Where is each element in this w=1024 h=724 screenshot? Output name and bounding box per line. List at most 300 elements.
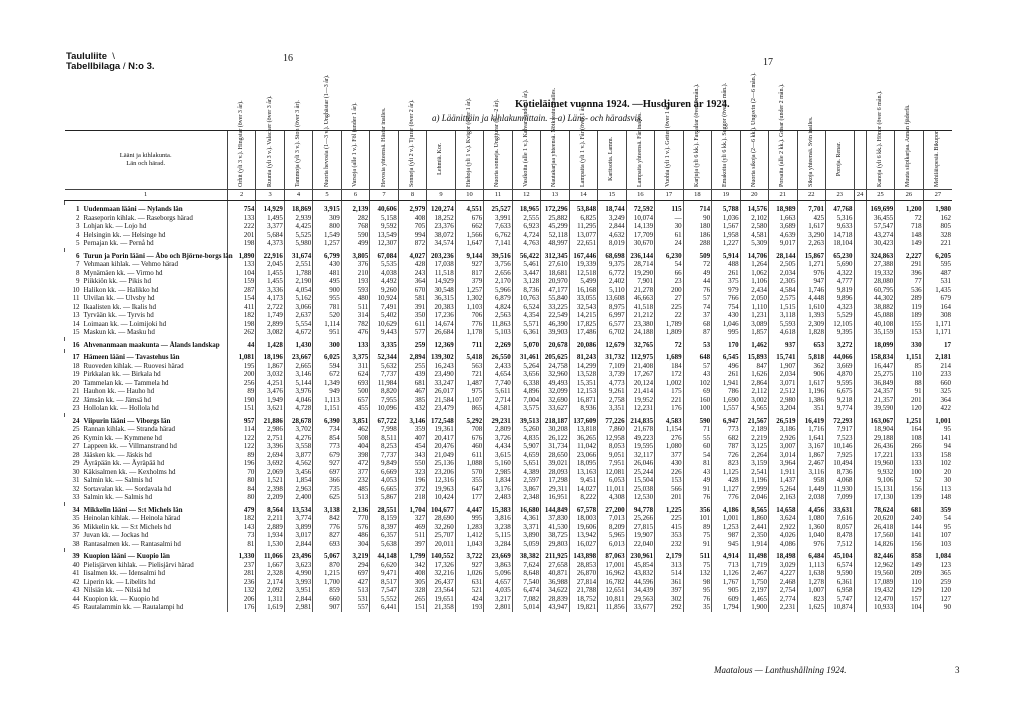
- value-cell: 19,821: [569, 603, 597, 612]
- value-cell: 28,080: [866, 277, 894, 286]
- value-cell: 3,867: [512, 485, 540, 494]
- value-cell: 6,947: [712, 417, 740, 426]
- row-index: 43: [72, 586, 80, 595]
- value-cell: 94,778: [626, 506, 654, 515]
- value-cell: 2,231: [769, 603, 797, 612]
- value-cell: 5,535: [370, 260, 398, 269]
- value-cell: 1,911: [769, 468, 797, 477]
- value-cell: 102: [923, 459, 952, 468]
- series-label-sv: Tabellbilaga: [66, 61, 121, 72]
- value-cell: 55: [683, 434, 711, 443]
- value-cell: 1,225: [655, 506, 683, 515]
- value-cell: 44: [227, 341, 255, 350]
- value-cell: 21,358: [427, 603, 455, 612]
- value-cell: 1,455: [256, 277, 284, 286]
- district-row: [65, 379, 953, 388]
- value-cell: 3,032: [256, 370, 284, 379]
- value-cell: 430: [712, 311, 740, 320]
- value-cell: [854, 269, 866, 278]
- value-cell: 5,158: [370, 214, 398, 223]
- value-cell: 2,985: [484, 468, 512, 477]
- value-cell: 31,461: [512, 353, 540, 362]
- value-cell: 35: [683, 603, 711, 612]
- region-name: Turun ja Porin lääni — Åbo och Björne-borgs län: [83, 251, 233, 260]
- value-cell: 40,871: [541, 569, 569, 578]
- value-cell: 3,204: [769, 404, 797, 413]
- value-cell: 1,934: [256, 531, 284, 540]
- value-cell: 653: [797, 341, 825, 350]
- region-name-cell: [65, 603, 228, 612]
- district-row: [65, 277, 953, 286]
- column-header-label: Tammoja (yli 3 v.). Ston (över 3 år).: [295, 100, 302, 187]
- value-cell: 2,434: [740, 286, 768, 295]
- value-cell: 593: [341, 286, 369, 295]
- value-cell: 3,272: [826, 341, 854, 350]
- region-name-cell: [65, 531, 228, 540]
- row-index: 29: [72, 459, 80, 468]
- value-cell: 102: [683, 379, 711, 388]
- value-cell: 156: [895, 485, 923, 494]
- value-cell: 19,595: [626, 442, 654, 451]
- value-cell: 26,122: [541, 434, 569, 443]
- value-cell: 7,109: [598, 362, 626, 371]
- value-cell: 5,110: [598, 286, 626, 295]
- value-cell: 1,393: [797, 311, 825, 320]
- value-cell: 1,125: [712, 468, 740, 477]
- value-cell: 27,658: [541, 561, 569, 570]
- value-cell: 377: [341, 468, 369, 477]
- value-cell: 9,261: [598, 387, 626, 396]
- region-name-cell: [65, 417, 228, 426]
- value-cell: 9,017: [769, 239, 797, 248]
- value-cell: 153: [655, 476, 683, 485]
- value-cell: 12,530: [626, 493, 654, 502]
- value-cell: 32,690: [541, 396, 569, 405]
- value-cell: 7,512: [826, 540, 854, 549]
- value-cell: 513: [341, 493, 369, 502]
- row-index: 28: [72, 450, 80, 459]
- value-cell: 372: [398, 485, 426, 494]
- value-cell: 1,154: [655, 425, 683, 434]
- region-name: Viipurin lääni — Viborgs län: [83, 416, 171, 425]
- value-cell: 1,515: [769, 303, 797, 312]
- value-cell: 27,200: [598, 506, 626, 515]
- value-cell: 1,127: [712, 485, 740, 494]
- value-cell: 842: [313, 514, 341, 523]
- value-cell: 3,118: [769, 311, 797, 320]
- value-cell: 72: [655, 341, 683, 350]
- value-cell: 52,344: [370, 353, 398, 362]
- value-cell: 721: [455, 370, 483, 379]
- value-cell: 1,080: [797, 514, 825, 523]
- value-cell: 324,863: [866, 252, 894, 261]
- value-cell: 20,620: [866, 514, 894, 523]
- value-cell: 500: [341, 387, 369, 396]
- value-cell: 735: [313, 485, 341, 494]
- value-cell: 133: [227, 260, 255, 269]
- column-number: 16: [626, 190, 654, 201]
- value-cell: 261: [712, 269, 740, 278]
- value-cell: 467: [398, 387, 426, 396]
- value-cell: 3,336: [256, 286, 284, 295]
- column-header: [341, 102, 369, 190]
- region-name: Tammelan kk. — Tammela hd: [83, 378, 169, 387]
- value-cell: 631: [455, 578, 483, 587]
- value-cell: 1,626: [740, 370, 768, 379]
- value-cell: 4,659: [512, 451, 540, 460]
- value-cell: 54: [655, 260, 683, 269]
- value-cell: 243: [398, 269, 426, 278]
- value-cell: 8,397: [370, 523, 398, 532]
- value-cell: 201: [895, 396, 923, 405]
- value-cell: 76: [683, 595, 711, 604]
- value-cell: 11,930: [826, 485, 854, 494]
- value-cell: 82,446: [866, 552, 894, 561]
- row-index: 37: [72, 531, 80, 540]
- value-cell: 536: [895, 286, 923, 295]
- value-cell: 1,062: [740, 269, 768, 278]
- value-cell: 937: [769, 341, 797, 350]
- value-cell: 81: [683, 459, 711, 468]
- value-cell: 407: [398, 434, 426, 443]
- value-cell: 25,527: [484, 205, 512, 214]
- value-cell: 6,825: [569, 214, 597, 223]
- region-name-cell: [65, 561, 228, 570]
- value-cell: 1,360: [797, 523, 825, 532]
- value-cell: 1,231: [740, 311, 768, 320]
- value-cell: 30,548: [427, 286, 455, 295]
- region-name: Rannan kihlak. — Stranda härad: [83, 425, 176, 434]
- value-cell: 33,627: [541, 404, 569, 413]
- value-cell: 28,690: [427, 514, 455, 523]
- region-name: Rautalammin kk. — Rautalampi hd: [83, 603, 184, 612]
- value-cell: 95: [683, 586, 711, 595]
- value-cell: 325: [923, 387, 952, 396]
- value-cell: 1,487: [455, 379, 483, 388]
- value-cell: 4,551: [455, 205, 483, 214]
- value-cell: 365: [923, 569, 952, 578]
- value-cell: 23,376: [427, 222, 455, 231]
- value-cell: 2,046: [740, 493, 768, 502]
- row-index: 34: [72, 505, 80, 514]
- value-cell: 9,849: [370, 459, 398, 468]
- value-cell: 91: [895, 387, 923, 396]
- value-cell: 226: [655, 468, 683, 477]
- value-cell: [854, 362, 866, 371]
- value-cell: 287: [227, 286, 255, 295]
- value-cell: 28,650: [541, 451, 569, 460]
- value-cell: 1,002: [655, 379, 683, 388]
- row-index: 30: [72, 467, 80, 476]
- value-cell: 408: [398, 569, 426, 578]
- value-cell: 22,651: [569, 239, 597, 248]
- value-cell: 153: [895, 328, 923, 337]
- value-cell: 11,011: [598, 485, 626, 494]
- province-total-row: [65, 353, 953, 362]
- value-cell: [854, 514, 866, 523]
- value-cell: [854, 561, 866, 570]
- value-cell: 175: [655, 387, 683, 396]
- value-cell: 3,621: [256, 404, 284, 413]
- value-cell: 3,146: [398, 417, 426, 426]
- value-cell: 19,960: [866, 459, 894, 468]
- region-name: Kuopion kk. — Kuopio hd: [83, 594, 159, 603]
- value-cell: 27,815: [626, 523, 654, 532]
- region-name: Helsingin kk. — Helsinge hd: [83, 230, 166, 239]
- value-cell: 3,186: [769, 425, 797, 434]
- value-cell: 100: [895, 468, 923, 477]
- value-cell: 1,980: [923, 205, 952, 214]
- value-cell: 77,226: [598, 417, 626, 426]
- value-cell: 25,244: [626, 468, 654, 477]
- value-cell: 3,993: [284, 578, 312, 587]
- value-cell: 1,088: [455, 459, 483, 468]
- value-cell: 2,758: [598, 396, 626, 405]
- value-cell: 3,964: [769, 459, 797, 468]
- value-cell: 356: [683, 506, 711, 515]
- value-cell: 776: [712, 493, 740, 502]
- value-cell: 3,915: [313, 205, 341, 214]
- value-cell: 72,592: [626, 205, 654, 214]
- value-cell: 12,679: [598, 341, 626, 350]
- value-cell: 6,879: [484, 294, 512, 303]
- value-cell: 1,036: [712, 214, 740, 223]
- value-cell: [854, 303, 866, 312]
- column-header-label: Lampaita yhteensä. Får inalles.: [636, 112, 643, 187]
- value-cell: 1,200: [895, 205, 923, 214]
- column-header-label: Poroja. Renar.: [836, 141, 843, 177]
- region-name-cell: [65, 595, 228, 604]
- value-cell: 205,625: [541, 353, 569, 362]
- value-cell: 5,747: [826, 595, 854, 604]
- value-cell: 16,951: [541, 493, 569, 502]
- value-cell: 154: [227, 294, 255, 303]
- value-cell: 2,844: [598, 222, 626, 231]
- value-cell: 115: [655, 205, 683, 214]
- value-cell: 141: [895, 531, 923, 540]
- value-cell: 75: [683, 561, 711, 570]
- value-cell: 2,136: [341, 506, 369, 515]
- region-name-cell: [65, 303, 228, 312]
- value-cell: 2,398: [256, 485, 284, 494]
- value-cell: 670: [398, 286, 426, 295]
- value-cell: 159: [227, 277, 255, 286]
- value-cell: 25,707: [427, 531, 455, 540]
- value-cell: 39,903: [541, 328, 569, 337]
- value-cell: 10,494: [826, 459, 854, 468]
- value-cell: 23,206: [427, 468, 455, 477]
- value-cell: 236: [227, 578, 255, 587]
- region-name: Liperin kk. — Libelits hd: [83, 577, 156, 586]
- value-cell: 1,854: [284, 476, 312, 485]
- value-cell: 122: [227, 442, 255, 451]
- value-cell: 6,574: [826, 561, 854, 570]
- column-header: [769, 83, 797, 190]
- value-cell: 496: [712, 362, 740, 371]
- value-cell: 70: [227, 468, 255, 477]
- value-cell: 1,113: [313, 396, 341, 405]
- value-cell: 31,674: [284, 252, 312, 261]
- value-cell: 4,581: [740, 231, 768, 240]
- value-cell: 16,419: [797, 417, 825, 426]
- value-cell: 411: [227, 303, 255, 312]
- value-cell: 2,163: [769, 493, 797, 502]
- column-header-label: Mehiläispesiä. Bikupor.: [934, 129, 941, 187]
- value-cell: 276: [655, 434, 683, 443]
- value-cell: 38,882: [866, 303, 894, 312]
- value-cell: 10,811: [598, 595, 626, 604]
- value-cell: 23,667: [284, 353, 312, 362]
- value-cell: 1,647: [455, 239, 483, 248]
- row-index: 19: [72, 370, 80, 379]
- row-index: 24: [72, 416, 80, 425]
- value-cell: 10,874: [826, 603, 854, 612]
- column-header: [866, 90, 894, 190]
- column-header-label: Nautakarjaa yhteensä. Nötkreatur inalles.: [551, 87, 558, 187]
- value-cell: 9,395: [826, 328, 854, 337]
- value-cell: 71: [683, 425, 711, 434]
- value-cell: 1,007: [797, 586, 825, 595]
- value-cell: 3,726: [484, 434, 512, 443]
- value-cell: 4,914: [712, 552, 740, 561]
- value-cell: 33,631: [826, 506, 854, 515]
- value-cell: 180: [683, 222, 711, 231]
- value-cell: 927: [455, 260, 483, 269]
- region-name: Jääsken kk. — Jäskis hd: [83, 450, 152, 459]
- value-cell: 132: [227, 586, 255, 595]
- value-cell: 11,066: [256, 552, 284, 561]
- value-cell: 2,402: [598, 277, 626, 286]
- value-cell: 1,809: [655, 328, 683, 337]
- value-cell: 1,700: [313, 578, 341, 587]
- value-cell: 5,867: [370, 493, 398, 502]
- value-cell: 1,110: [740, 303, 768, 312]
- value-cell: 35,159: [866, 328, 894, 337]
- district-row: [65, 595, 953, 604]
- region-name: Loimaan kk. — Loimijoki hd: [83, 319, 167, 328]
- value-cell: 4,308: [598, 493, 626, 502]
- value-cell: 3,476: [256, 387, 284, 396]
- value-cell: 6,361: [826, 578, 854, 587]
- value-cell: 14,706: [740, 252, 768, 261]
- column-header: [923, 131, 952, 190]
- value-cell: 5,818: [797, 353, 825, 362]
- value-cell: 9,375: [598, 260, 626, 269]
- value-cell: 17,326: [427, 561, 455, 570]
- value-cell: 7,523: [826, 434, 854, 443]
- value-cell: 4,361: [512, 514, 540, 523]
- value-cell: 550: [398, 459, 426, 468]
- value-cell: 488: [712, 260, 740, 269]
- value-cell: 196: [398, 476, 426, 485]
- value-cell: 14,299: [569, 362, 597, 371]
- value-cell: 265: [398, 595, 426, 604]
- value-cell: 3,774: [284, 514, 312, 523]
- column-header-label: Hiehoja (yli 1 v.). Kvigor (över 1 år).: [465, 97, 472, 187]
- value-cell: [854, 578, 866, 587]
- region-name: Raaseporin kihlak. — Raseborgs härad: [83, 213, 193, 222]
- region-name: Hollolan kk. — Hollola hd: [83, 404, 159, 413]
- value-cell: 1,196: [797, 387, 825, 396]
- value-cell: 46,390: [541, 320, 569, 329]
- value-cell: 9,819: [826, 286, 854, 295]
- value-cell: 143,898: [569, 552, 597, 561]
- value-cell: 288: [683, 239, 711, 248]
- value-cell: 25,038: [626, 485, 654, 494]
- value-cell: 391: [398, 303, 426, 312]
- value-cell: 47,768: [826, 205, 854, 214]
- value-cell: 770: [341, 514, 369, 523]
- value-cell: 858: [895, 552, 923, 561]
- value-cell: 14,027: [569, 485, 597, 494]
- value-cell: 827: [313, 531, 341, 540]
- region-name-cell: [65, 260, 228, 269]
- value-cell: 462: [341, 425, 369, 434]
- value-cell: 479: [227, 506, 255, 515]
- footer-page-number: 3: [955, 665, 960, 675]
- value-cell: 708: [455, 425, 483, 434]
- value-cell: 12,316: [427, 476, 455, 485]
- column-header: [541, 87, 569, 190]
- value-cell: 766: [712, 294, 740, 303]
- value-cell: 25,266: [626, 514, 654, 523]
- value-cell: 14,658: [769, 506, 797, 515]
- value-cell: 5,651: [512, 459, 540, 468]
- value-cell: 17,221: [866, 451, 894, 460]
- value-cell: 20,476: [427, 442, 455, 451]
- value-cell: 4,323: [826, 303, 854, 312]
- value-cell: 364: [398, 277, 426, 286]
- page-number-left: 16: [283, 53, 293, 64]
- value-cell: 398: [341, 451, 369, 460]
- value-cell: 13,549: [370, 231, 398, 240]
- column-header: [427, 131, 455, 190]
- value-cell: 328: [923, 231, 952, 240]
- district-row: [65, 269, 953, 278]
- value-cell: 90: [923, 603, 952, 612]
- value-cell: 176: [655, 404, 683, 413]
- value-cell: 94: [923, 442, 952, 451]
- region-name: Lohjan kk. — Lojo hd: [83, 222, 147, 231]
- value-cell: 581: [398, 294, 426, 303]
- value-cell: 158: [923, 451, 952, 460]
- value-cell: 847: [740, 362, 768, 371]
- value-cell: 29,311: [541, 485, 569, 494]
- value-cell: 19,963: [427, 485, 455, 494]
- value-cell: 8,564: [256, 506, 284, 515]
- value-cell: 17,089: [866, 578, 894, 587]
- value-cell: 987: [712, 531, 740, 540]
- value-cell: 104: [895, 603, 923, 612]
- column-header-label: Sikoja yhteensä. Svin inalles.: [807, 116, 814, 187]
- value-cell: 5,292: [455, 417, 483, 426]
- value-cell: 776: [313, 523, 341, 532]
- column-header: [598, 131, 626, 190]
- value-cell: 57: [683, 294, 711, 303]
- value-cell: 1,610: [797, 303, 825, 312]
- value-cell: 8,019: [598, 239, 626, 248]
- value-cell: 133: [341, 341, 369, 350]
- row-index: 39: [72, 552, 80, 561]
- value-cell: 151: [398, 603, 426, 612]
- value-cell: 1,330: [227, 552, 255, 561]
- value-cell: 21,584: [427, 396, 455, 405]
- value-cell: 1,521: [256, 476, 284, 485]
- district-row: [65, 540, 953, 549]
- value-cell: 172,296: [541, 205, 569, 214]
- region-name-cell: [65, 379, 228, 388]
- column-number-row: [65, 190, 953, 201]
